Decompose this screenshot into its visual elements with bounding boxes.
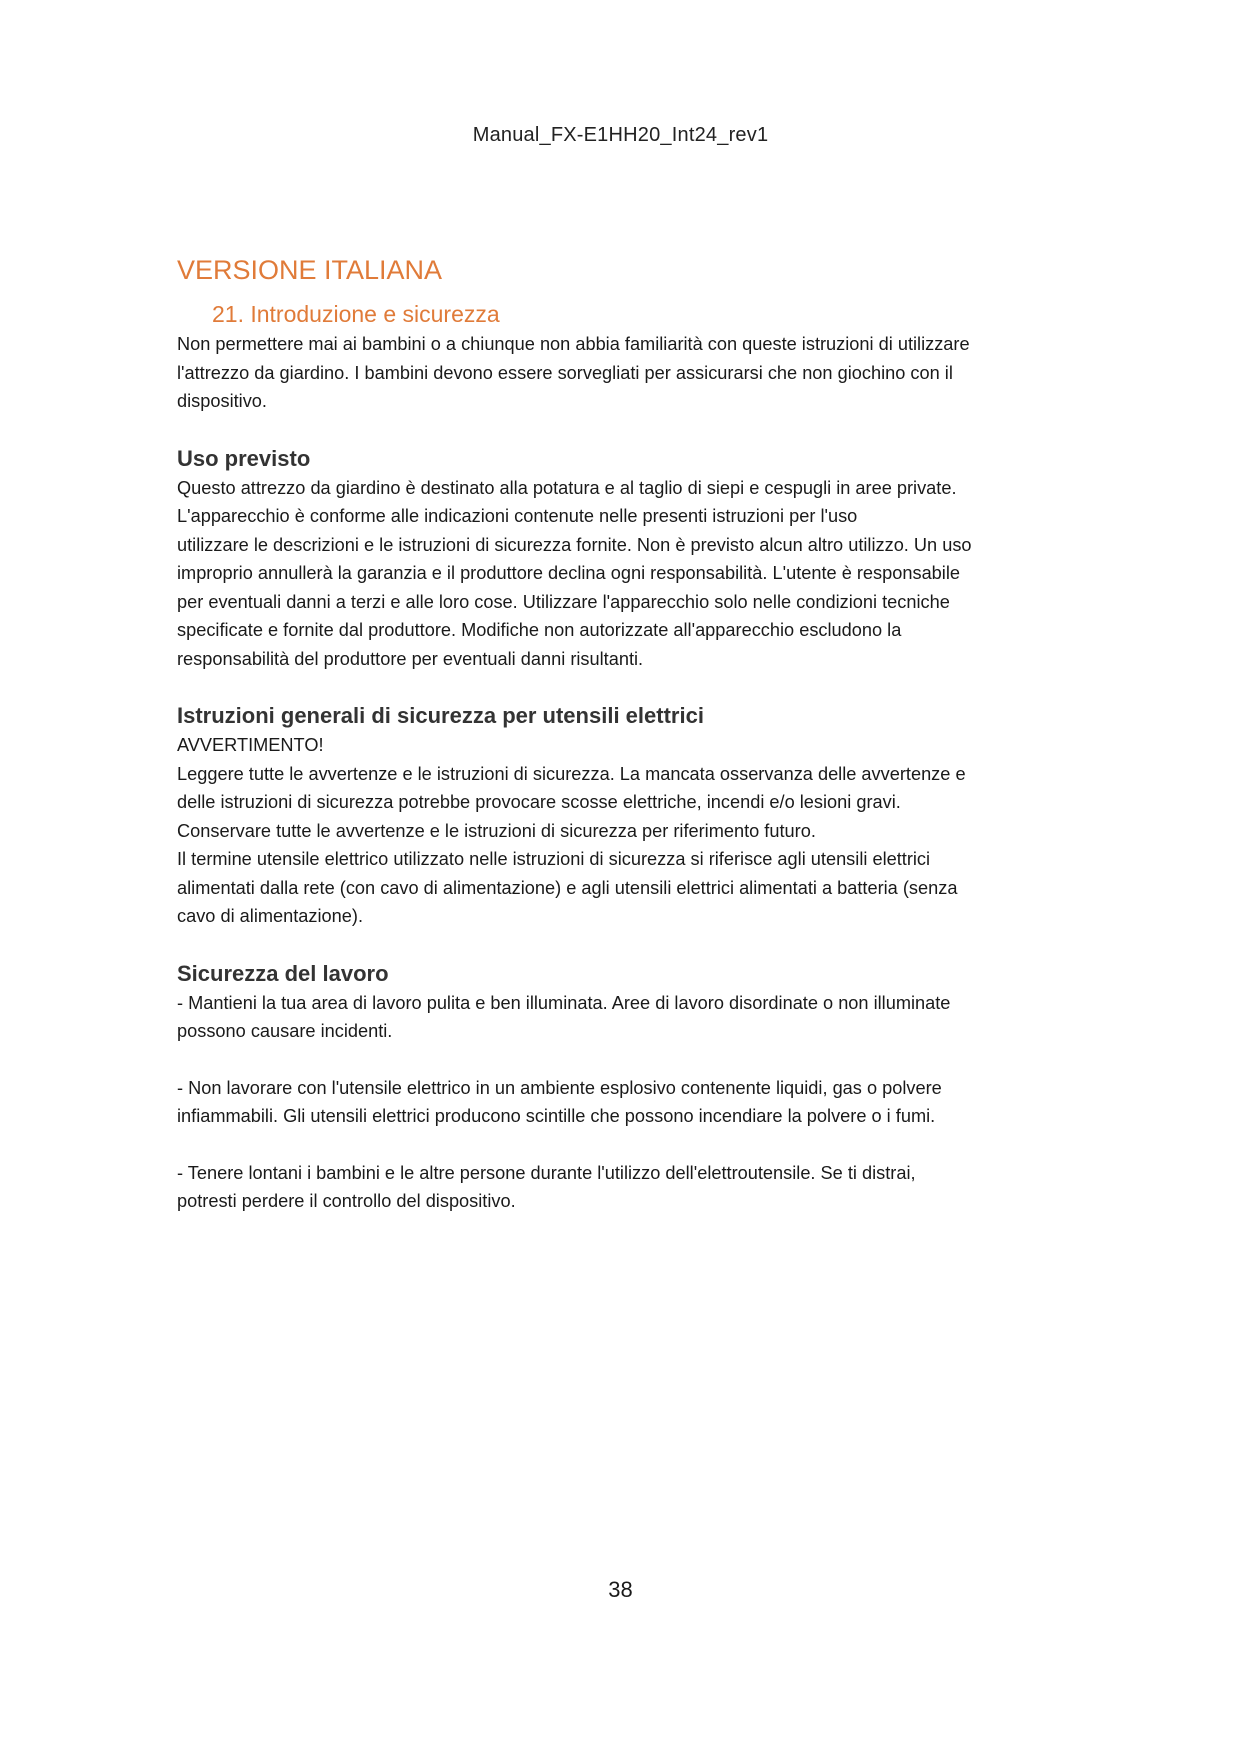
work-safety-line: - Non lavorare con l'utensile elettrico in un ambiente esplosivo contenente liquidi, gas o polvere: [177, 1077, 942, 1098]
intro-line: Non permettere mai ai bambini o a chiunque non abbia familiarità con queste istruzioni di utilizzare: [177, 334, 970, 354]
intended-use-line: Questo attrezzo da giardino è destinato alla potatura e al taglio di siepi e cespugli in aree private.: [177, 477, 957, 498]
general-safety-line: Leggere tutte le avvertenze e le istruzioni di sicurezza. La mancata osservanza delle avvertenze e: [177, 763, 966, 784]
work-safety-line: possono causare incidenti.: [177, 1021, 393, 1041]
intended-use-section: [177, 444, 1077, 674]
intended-use-line: L'apparecchio è conforme alle indicazioni contenute nelle presenti istruzioni per l'uso: [177, 506, 858, 526]
general-safety-line: delle istruzioni di sicurezza potrebbe provocare scosse elettriche, incendi e/o lesioni gravi.: [177, 792, 901, 812]
work-safety-title: Sicurezza del lavoro: [177, 960, 389, 986]
work-safety-line: - Tenere lontani i bambini e le altre persone durante l'utilizzo dell'elettroutensile. Se ti distrai,: [177, 1162, 916, 1183]
page-number: 38: [608, 1577, 633, 1602]
general-safety-line: alimentati dalla rete (con cavo di alimentazione) e agli utensili elettrici alimentati a batteria (senza: [177, 877, 958, 898]
work-safety-item: [177, 989, 1077, 1046]
general-safety-section: [177, 701, 1077, 931]
work-safety-item: [177, 1159, 1077, 1216]
work-safety-item: [177, 1074, 1077, 1131]
running-header: Manual_FX-E1HH20_Int24_rev1: [472, 124, 769, 146]
language-title: VERSIONE ITALIANA: [177, 255, 443, 285]
work-safety-line: infiammabili. Gli utensili elettrici producono scintille che possono incendiare la polvere o i fumi.: [177, 1106, 936, 1126]
intended-use-line: responsabilità del produttore per eventuali danni risultanti.: [177, 648, 644, 669]
intended-use-line: improprio annullerà la garanzia e il produttore declina ogni responsabilità. L'utente è responsabile: [177, 563, 960, 583]
work-safety-section: [177, 959, 1077, 1216]
intended-use-title: Uso previsto: [177, 445, 311, 471]
work-safety-line: - Mantieni la tua area di lavoro pulita e ben illuminata. Aree di lavoro disordinate o non illuminate: [177, 992, 951, 1013]
page-content: [177, 248, 1077, 1216]
general-safety-line: Il termine utensile elettrico utilizzato nelle istruzioni di sicurezza si riferisce agli utensili elettrici: [177, 849, 931, 869]
intro-section: [177, 330, 1077, 416]
intended-use-line: per eventuali danni a terzi e alle loro cose. Utilizzare l'apparecchio solo nelle condizioni tecniche: [177, 591, 950, 612]
intro-line: dispositivo.: [177, 391, 267, 411]
general-safety-line: cavo di alimentazione).: [177, 906, 364, 926]
general-safety-title: Istruzioni generali di sicurezza per utensili elettrici: [177, 703, 704, 728]
intro-line: l'attrezzo da giardino. I bambini devono essere sorvegliati per assicurarsi che non giochino con il: [177, 362, 953, 383]
general-safety-line: Conservare tutte le avvertenze e le istruzioni di sicurezza per riferimento futuro.: [177, 820, 816, 841]
chapter-title: 21. Introduzione e sicurezza: [212, 301, 500, 327]
intended-use-line: specificate e fornite dal produttore. Modifiche non autorizzate all'apparecchio escludono la: [177, 620, 902, 640]
work-safety-line: potresti perdere il controllo del dispositivo.: [177, 1191, 516, 1211]
intended-use-line: utilizzare le descrizioni e le istruzioni di sicurezza fornite. Non è previsto alcun altro utilizzo. Un uso: [177, 534, 972, 555]
warning-label: AVVERTIMENTO!: [177, 735, 324, 755]
